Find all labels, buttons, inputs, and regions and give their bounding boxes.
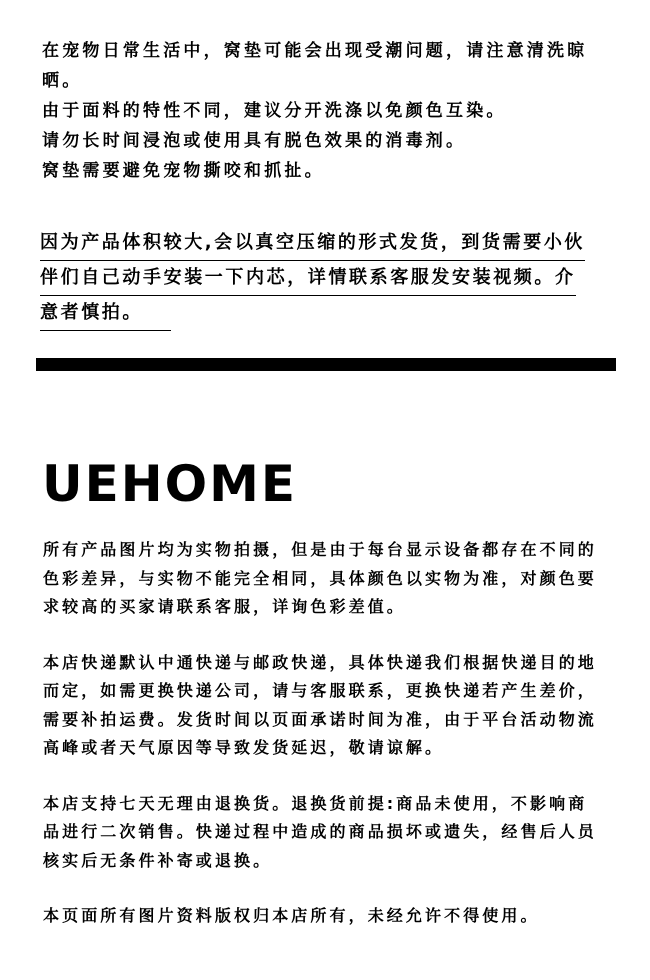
policy-paragraph-returns xyxy=(43,790,618,876)
policy-paragraph-product-photos xyxy=(43,536,618,622)
notice-line: 因为产品体积较大,会以真空压缩的形式发货，到货需要小伙 xyxy=(40,226,585,261)
care-line: 由于面料的特性不同，建议分开洗涤以免颜色互染。 xyxy=(42,101,507,121)
notice-line: 伴们自己动手安装一下内芯，详情联系客服发安装视频。介 xyxy=(40,261,576,296)
policy-line: 品进行二次销售。快递过程中造成的商品损坏或遗失，经售后人员 xyxy=(43,822,597,841)
policy-line: 而定，如需更换快递公司，请与客服联系，更换快递若产生差价， xyxy=(43,681,597,700)
policy-line: 所有产品图片均为实物拍摄，但是由于每台显示设备都存在不同的 xyxy=(43,540,597,559)
policy-paragraph-shipping xyxy=(43,649,618,763)
policy-line: 色彩差异，与实物不能完全相同，具体颜色以实物为准，对颜色要 xyxy=(43,568,597,588)
brand-title: UEHOME xyxy=(42,455,298,513)
care-line: 在宠物日常生活中，窝垫可能会出现受潮问题，请注意清洗晾 xyxy=(42,41,588,61)
shipping-notice xyxy=(40,226,618,331)
policy-line: 本页面所有图片资料版权归本店所有，未经允许不得使用。 xyxy=(43,906,540,925)
policy-paragraph-copyright xyxy=(43,902,618,931)
policy-line: 本店快递默认中通快递与邮政快递，具体快递我们根据快递目的地 xyxy=(43,652,597,672)
policy-line: 高峰或者天气原因等导致发货延迟，敬请谅解。 xyxy=(43,738,445,757)
policy-line: 需要补拍运费。发货时间以页面承诺时间为准，由于平台活动物流 xyxy=(43,709,597,729)
policy-line: 本店支持七天无理由退换货。退换货前提:商品未使用，不影响商 xyxy=(43,793,588,813)
care-line: 请勿长时间浸泡或使用具有脱色效果的消毒剂。 xyxy=(42,131,467,151)
section-divider xyxy=(36,358,616,371)
care-instructions xyxy=(42,36,617,186)
care-line: 窝垫需要避免宠物撕咬和抓扯。 xyxy=(42,161,325,181)
policy-line: 求较高的买家请联系客服，详询色彩差值。 xyxy=(43,597,406,616)
store-policies xyxy=(43,536,618,958)
notice-line: 意者慎拍。 xyxy=(40,296,171,331)
care-line: 晒。 xyxy=(42,71,83,91)
policy-line: 核实后无条件补寄或退换。 xyxy=(43,850,273,870)
